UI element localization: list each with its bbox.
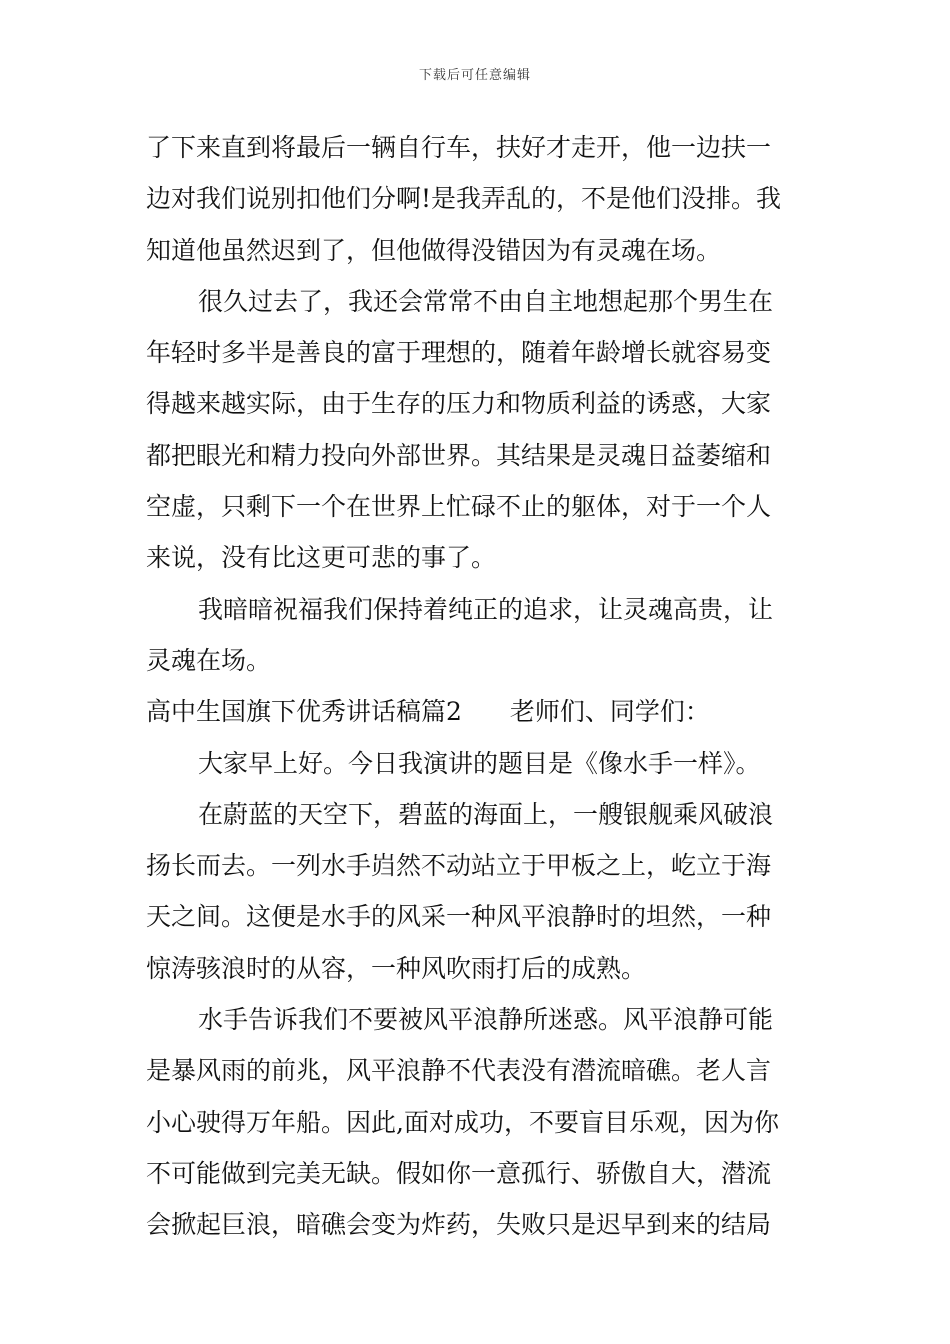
text-line: 年轻时多半是善良的富于理想的，随着年龄增长就容易变 <box>146 338 772 368</box>
page-header: 下载后可任意编辑 <box>418 68 531 83</box>
text-line: 天之间。这便是水手的风采一种风平浪静时的坦然，一种 <box>146 902 772 932</box>
text-line: 在蔚蓝的天空下，碧蓝的海面上，一艘银舰乘风破浪 <box>198 799 774 829</box>
text-line: 得越来越实际，由于生存的压力和物质利益的诱惑，大家 <box>146 389 772 419</box>
text-line: 水手告诉我们不要被风平浪静所迷惑。风平浪静可能 <box>198 1005 774 1035</box>
text-line: 惊涛骇浪时的从容，一种风吹雨打后的成熟。 <box>146 953 647 983</box>
text-line: 不可能做到完美无缺。假如你一意孤行、骄傲自大，潜流 <box>146 1158 772 1188</box>
text-line: 大家早上好。今日我演讲的题目是《像水手一样》。 <box>198 748 761 778</box>
text-line: 知道他虽然迟到了，但他做得没错因为有灵魂在场。 <box>146 235 722 265</box>
document-body <box>146 122 808 1251</box>
text-line: 来说，没有比这更可悲的事了。 <box>146 543 497 573</box>
text-line: 了下来直到将最后一辆自行车，扶好才走开，他一边扶一 <box>146 133 772 162</box>
text-line: 边对我们说别扣他们分啊!是我弄乱的，不是他们没排。我 <box>146 184 782 214</box>
text-line: 我暗暗祝福我们保持着纯正的追求，让灵魂高贵，让 <box>198 594 774 624</box>
text-line: 会掀起巨浪，暗礁会变为炸药，失败只是迟早到来的结局 <box>146 1210 772 1240</box>
text-line: 都把眼光和精力投向外部世界。其结果是灵魂日益萎缩和 <box>146 440 772 470</box>
section-heading <box>146 686 808 737</box>
text-line: 小心驶得万年船。因此,面对成功，不要盲目乐观，因为你 <box>146 1107 779 1137</box>
text-line: 灵魂在场。 <box>146 645 272 675</box>
text-line: 空虚，只剩下一个在世界上忙碌不止的躯体，对于一个人 <box>146 492 772 522</box>
text-line: 是暴风雨的前兆，风平浪静不代表没有潜流暗礁。老人言 <box>146 1056 772 1086</box>
section-title: 高中生国旗下优秀讲话稿篇2 <box>146 697 462 727</box>
salutation: 老师们、同学们： <box>509 697 710 727</box>
text-line: 扬长而去。一列水手岿然不动站立于甲板之上，屹立于海 <box>146 851 772 881</box>
text-line: 很久过去了，我还会常常不由自主地想起那个男生在 <box>198 286 774 316</box>
